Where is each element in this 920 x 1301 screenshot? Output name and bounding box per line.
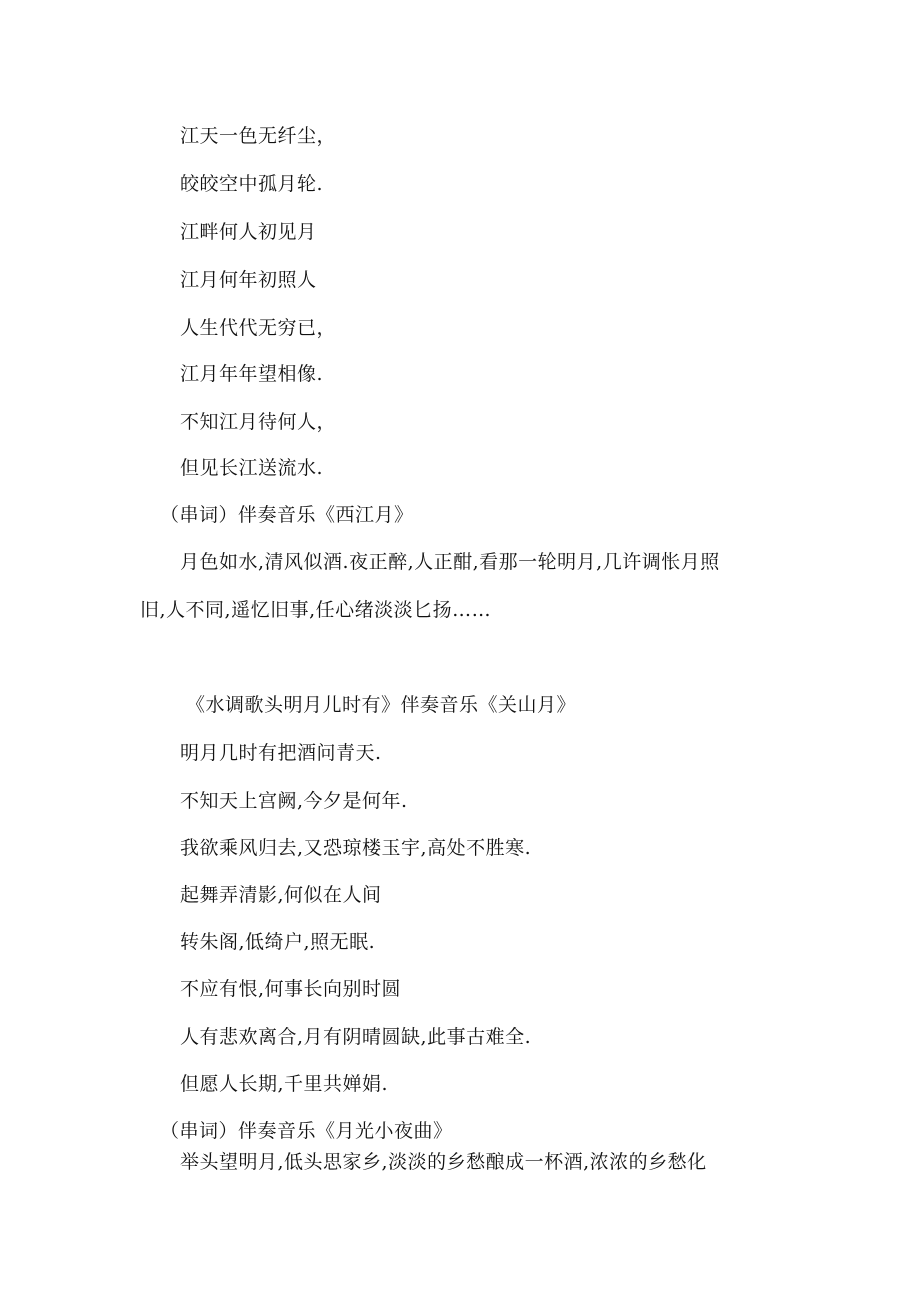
poem-line: 江月年年望相像. <box>180 363 324 385</box>
narration-heading: （串词）伴奏音乐《西江月》 <box>160 504 414 526</box>
poem-line: 但愿人长期,千里共婵娟. <box>180 1073 389 1095</box>
poem-line: 江畔何人初见月 <box>180 221 317 243</box>
poem-line: 但见长江送流水. <box>180 457 324 479</box>
narration-paragraph-line: 月色如水,清风似酒.夜正醉,人正酣,看那一轮明月,几许调怅月照 <box>180 551 720 573</box>
poem-line: 人生代代无穷已， <box>180 317 337 339</box>
poem-line: 我欲乘风归去,又恐琼楼玉宇,高处不胜寒. <box>180 837 532 859</box>
poem-line: 不知天上宫阙,今夕是何年. <box>180 790 408 812</box>
poem-line: 起舞弄清影,何似在人间 <box>180 884 382 906</box>
poem-line: 明月几时有把酒问青天. <box>180 742 382 764</box>
section-title: 《水调歌头明月儿时有》伴奏音乐《关山月》 <box>186 694 577 716</box>
narration-paragraph-line: 旧,人不同,遥忆旧事,任心绪淡淡匕扬…… <box>140 599 492 621</box>
poem-line: 江月何年初照人 <box>180 269 317 291</box>
poem-line: 人有悲欢离合,月有阴晴圆缺,此事古难全. <box>180 1026 532 1048</box>
narration-paragraph-line: 举头望明月,低头思家乡,淡淡的乡愁酿成一杯酒,浓浓的乡愁化 <box>180 1151 707 1173</box>
poem-line: 江天一色无纤尘， <box>180 125 337 147</box>
poem-line: 皎皎空中孤月轮. <box>180 173 324 195</box>
poem-line: 不应有恨,何事长向别时圆 <box>180 978 402 1000</box>
poem-line: 转朱阁,低绮户,照无眠. <box>180 931 376 953</box>
narration-heading: （串词）伴奏音乐《月光小夜曲》 <box>160 1120 453 1142</box>
poem-line: 不知江月待何人， <box>180 411 337 433</box>
